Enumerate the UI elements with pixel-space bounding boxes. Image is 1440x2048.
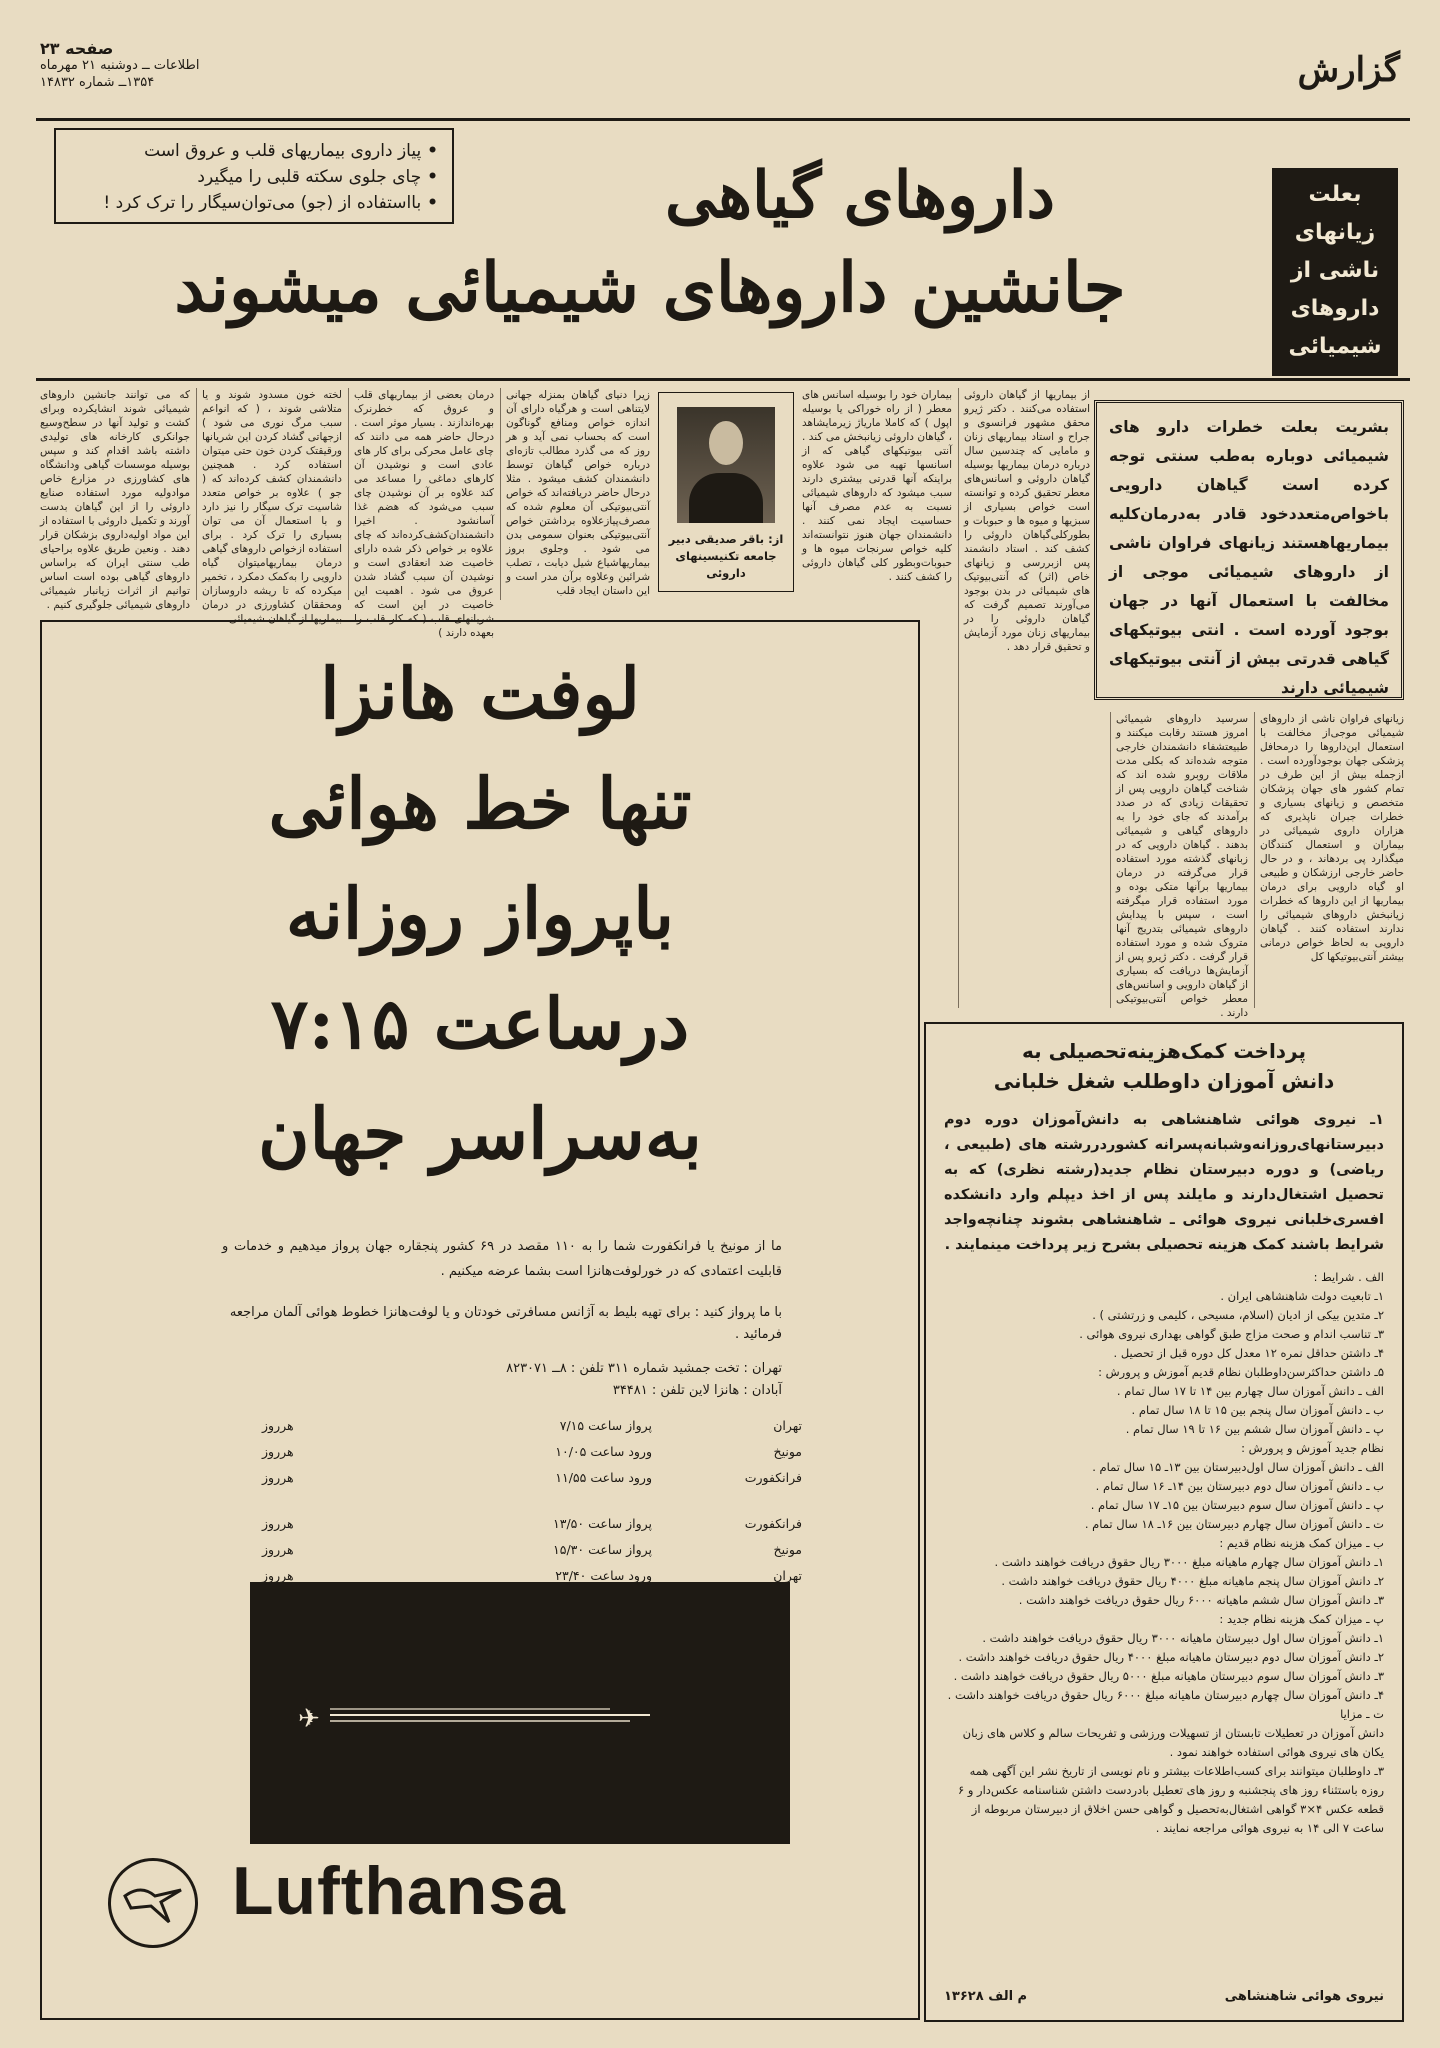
- schedule-days: هرروز: [262, 1567, 294, 1583]
- schedule-days: هرروز: [262, 1515, 294, 1531]
- schedule-time: ورود ساعت ۲۳/۴۰: [555, 1567, 652, 1583]
- lufthansa-wordmark: Lufthansa: [232, 1853, 566, 1929]
- kicker-line: زیانهای: [1294, 220, 1376, 245]
- notice-item: ۲ـ دانش آموزان سال پنجم ماهیانه مبلغ ۴۰۰۰ ریال حقوق دریافت خواهند داشت .: [1001, 1574, 1384, 1588]
- schedule-time: پرواز ساعت ۱۳/۵۰: [553, 1515, 652, 1531]
- schedule-city: تهران: [773, 1567, 802, 1583]
- notice-item: ۳ـ دانش آموزان سال ششم ماهیانه ۶۰۰۰ ریال حقوق دریافت خواهند داشت .: [1018, 1593, 1384, 1607]
- schedule-city: تهران: [773, 1417, 802, 1433]
- ad-contact-tehran: تهران : تخت جمشید شماره ۳۱۱ تلفن : ۸ــ ۸۲۳۰۷۱: [506, 1361, 782, 1376]
- notice-item: الف . شرایط :: [1313, 1270, 1384, 1284]
- notice-code: م الف ۱۳۶۲۸: [944, 1989, 1028, 2004]
- schedule-days: هرروز: [262, 1541, 294, 1557]
- page-number: صفحه ۲۳: [40, 39, 114, 58]
- kicker-line: داروهای: [1290, 296, 1380, 321]
- contrail: [330, 1720, 630, 1722]
- column-divider: [348, 388, 349, 600]
- notice-item: ۴ـ داشتن حداقل نمره ۱۲ معدل کل دوره قبل از تحصیل .: [1113, 1346, 1384, 1360]
- schedule-days: هرروز: [262, 1443, 294, 1459]
- ad-cta: با ما پرواز کنید : برای تهیه بلیط به آژانس مسافرتی خودتان و یا لوفت‌هانزا خطوط هوائی آلمان مراجعه فرمائید .: [229, 1305, 782, 1342]
- highlights-box: [54, 128, 454, 224]
- notice-item: الف ـ دانش آموزان سال چهارم بین ۱۴ تا ۱۷ سال تمام .: [1116, 1384, 1384, 1398]
- notice-item: ت ـ دانش آموزان سال چهارم دبیرستان بین ۱۶ـ ۱۸ سال تمام .: [1084, 1517, 1384, 1531]
- notice-item: ۱ـ دانش آموزان سال چهارم ماهیانه مبلغ ۳۰۰۰ ریال حقوق دریافت خواهند داشت .: [994, 1555, 1384, 1569]
- schedule-time: پرواز ساعت ۷/۱۵: [559, 1417, 652, 1433]
- article-column-2: لخته خون مسدود شوند و یا متلاشی شوند ، ( که انواعم سبب مرگ نوری می شود ) ازجهاتی گشاد کردن این شریانها ورقیقتک کردن خون حتی میتوان استفاده کرد . همچنین دانشمندان کشف کرده‌اند که ( جو ) علاوه بر خواص متعدد شاسیت ترک سیگار را نیز دارد و با استعمال آن می توان بسیاری را ترک کرد . برای استفاده ازخواص داروهای گیاهی درمان بیماریهامیتوان گیاه دارویی را به‌کمک دمکرد ، تخمیر میکرده که تا ریشه داروسازان ومحققان کشاورزی در درمان بیماریها از گیاهان شیمیائی: [202, 389, 342, 625]
- ad-contact-abadan: آبادان : هانزا لاین تلفن : ۳۴۴۸۱: [612, 1383, 782, 1398]
- kicker-line: شیمیائی: [1288, 334, 1382, 359]
- notice-items: [944, 1268, 1384, 1838]
- schedule-row: [262, 1464, 802, 1490]
- notice-item: ب ـ دانش آموزان سال دوم دبیرستان بین ۱۴ـ ۱۶ سال تمام .: [1095, 1479, 1384, 1493]
- notice-item: ب ـ میزان کمک هزینه نظام قدیم :: [1219, 1536, 1384, 1550]
- notice-item: پ ـ دانش آموزان سال ششم بین ۱۶ تا ۱۹ سال تمام .: [1125, 1422, 1384, 1436]
- crane-icon: [121, 1878, 185, 1928]
- column-divider: [1110, 712, 1111, 1008]
- author-photo-box: [658, 392, 794, 592]
- notice-item: ۱ـ دانش آموزان سال اول دبیرستان ماهیانه ۳۰۰۰ ریال حقوق دریافت خواهند داشت .: [982, 1631, 1384, 1645]
- issue-line-2: ۱۳۵۴ــ شماره ۱۴۸۳۲: [40, 75, 155, 90]
- notice-item: پ ـ میزان کمک هزینه نظام جدید :: [1219, 1612, 1384, 1626]
- notice-item: دانش آموزان در تعطیلات تابستان از تسهیلات ورزشی و تفریحات سالم و کلاس های زبان یکان های نیروی هوائی استفاده خواهند نمود .: [962, 1726, 1384, 1759]
- caption-line: از: باقر صدیقی دبیر: [668, 532, 784, 546]
- notice-item: ۳ـ تناسب اندام و صحت مزاج طبق گواهی بهداری نیروی هوائی .: [1079, 1327, 1384, 1341]
- schedule-city: فرانکفورت: [744, 1515, 802, 1531]
- flight-schedule: [262, 1412, 802, 1588]
- headline-line-2: جانشین داروهای شیمیائی میشوند: [174, 248, 1126, 328]
- column-divider: [196, 388, 197, 600]
- column-divider: [500, 388, 501, 600]
- notice-item: ۲ـ دانش آموزان سال دوم دبیرستان ماهیانه مبلغ ۴۰۰۰ ریال حقوق دریافت خواهند داشت .: [958, 1650, 1384, 1664]
- notice-item: ب ـ دانش آموزان سال پنجم بین ۱۵ تا ۱۸ سال تمام .: [1131, 1403, 1384, 1417]
- notice-intro: ۱ـ نیروی هوائی شاهنشاهی به دانش‌آموزان دوره دوم دبیرستانهای‌روزانه‌وشبانه‌پسرانه کشوردررشته های (طبیعی ، ریاضی) و دوره دبیرستان نظام جدید(رشته نظری) که به تحصیل اشتغال‌دارند و مایلند پس از اخذ دیپلم وارد دانشکده افسری‌خلبانی نیروی هوائی ـ شاهنشاهی بشوند چنانچه‌واجد شرایط باشند کمک هزینه تحصیلی بشرح زیر پرداخت مینمایند .: [944, 1112, 1384, 1253]
- photo-body: [689, 473, 763, 523]
- issue-line-1: اطلاعات ــ دوشنبه ۲۱ مهرماه: [40, 58, 200, 73]
- caption-line: جامعه تکنیسینهای: [675, 549, 777, 563]
- ad-headline-line: لوفت هانزا: [320, 652, 640, 735]
- airplane-icon: ✈: [298, 1704, 320, 1734]
- lower-column-right: زیانهای فراوان ناشی از داروهای شیمیائی موجی‌از مخالفت با استعمال این‌داروها را درمحافل پزشکی جهان بوجودآورده است . ازجمله بیش از این طرف در تمام کشور های جهان پزشکان متخصص و زیانهای بسیاری و خطرات جبران ناپذیری که هزاران داروی شیمیائی در بیماران و استعمال کنندگان میگذارد پی بردهاند ، و در حال حاضر خارجی ارزشکان و طبیعی او گیاه دارویی برای درمان بیماریها از این داروها که خطرات زیانبخش داروهای شیمیائی را ندارند استفاده کنند . گیاهان دارویی به لحاظ خواص درمانی بیشتر آنتی‌بیوتیکها کل: [1260, 713, 1404, 963]
- schedule-row: [262, 1536, 802, 1562]
- notice-title-line-1: پرداخت کمک‌هزینه‌تحصیلی به: [1021, 1039, 1307, 1063]
- headline-line-1: داروهای گیاهی: [664, 158, 1056, 233]
- ad-headline-line: به‌سراسر جهان: [258, 1092, 702, 1175]
- notice-item: پ ـ دانش آموزان سال سوم دبیرستان بین ۱۵ـ ۱۷ سال تمام .: [1090, 1498, 1384, 1512]
- lufthansa-ad: [40, 620, 920, 2020]
- photo-face: [709, 421, 743, 465]
- author-photo: [677, 407, 775, 523]
- schedule-row: [262, 1412, 802, 1438]
- headline-kicker-box: [1272, 168, 1398, 376]
- schedule-city: مونیخ: [773, 1541, 802, 1557]
- ad-night-sky-image: [250, 1582, 790, 1844]
- header-divider: [36, 118, 1410, 121]
- schedule-time: ورود ساعت ۱۱/۵۵: [555, 1469, 652, 1485]
- article-column-3: درمان بعضی از بیماریهای قلب و عروق که خطرنرک بهره‌اندازند . بسیار موثر است . درحال حاضر همه می دانند که چای عامل محرکی برای کار های عادی است و نوشیدن آن کارهای دماغی را مساعد می کند علاوه بر آن نوشیدن چای سبب می‌شود که هضم غذا آسانشود . اخیرا دانشمندان‌کشف‌کرده‌اند که چای علاوه بر خواص ذکر شده دارای خاصیت ضد انعقادی است و نوشیدن آن سبب گشاد شدن عروق می شود . اهمیت این خاصیت در این است که شریانهای قلب ( که کار قلب را بعهده دارند ): [354, 389, 494, 639]
- schedule-city: فرانکفورت: [744, 1469, 802, 1485]
- notice-signature: نیروی هوائی شاهنشاهی: [1224, 1989, 1384, 2004]
- contrail: [330, 1714, 650, 1716]
- column-divider: [1254, 712, 1255, 1008]
- headline-divider: [36, 378, 1410, 381]
- notice-item: ت ـ مزایا: [1340, 1707, 1384, 1721]
- highlight-item: • بااستفاده از (جو) می‌توان‌سیگار را ترک کرد !: [70, 190, 438, 216]
- lower-column-left: سرسید داروهای شیمیائی امروز هستند رقابت میکنند و طبیعتشفاء دانشمندان خارجی متوجه شده‌اند که بکلی مدت ملاقات روبرو شده اند که شناخت گیاهان دارویی پس از تحقیقات زیادی که در صدد برآمدند که جای خود را به داروهای گیاهی و شیمیائی بدهند . گیاهان دارویی که در زبانهای گذشته مورد استفاده قرار می‌گرفته در درمان بیماریها برآنها متکی بوده و مورد استفاده قرار میگرفته است ، سپس با پیدایش داروهای شیمیائی بتدریج آنها متروک شده و مورد استفاده قرار گرفت . دکتر ژیرو پس از آزمایش‌ها دریافت که بسیاری از گیاهان دارویی و اسانس‌های معطر خواص آنتی‌بیوتیکی دارند .: [1116, 713, 1248, 1019]
- photo-caption: [663, 531, 789, 582]
- notice-item: ۳ـ داوطلبان میتوانند برای کسب‌اطلاعات بیشتر و نام نویسی از تاریخ نشر این آگهی همه روزه باستثناء روز های پنجشنبه و روز های تعطیل بادردست داشتن شناسنامه عکس‌دار و ۶ قطعه عکس ۴×۳ گواهی اشتغال‌به‌تحصیل و گواهی حسن اخلاق از دبیرستان مربوطه از ساعت ۷ الی ۱۴ به نیروی هوائی مراجعه نمایند .: [958, 1764, 1384, 1835]
- ad-headline-line: درساعت ۷:۱۵: [270, 982, 690, 1065]
- article-column-5: بیماران خود را بوسیله اسانس های معطر ( از راه خوراکی یا بوسیله اپول ) که کاملا ماریاژ زیرمایشاهد ، گیاهان داروئی زیانبخش می کند . آنتی بیوتیکهای گیاهی که از اسانسها تهیه می شود علاوه براینکه آنها قدرتی بیشتری دارند سبب میشود که داروهای شیمیائی نسبت به عدم مصرف آنها حساسیت ایجاد نمی کنند . دانشمندان جهان هنوز نتوانسته‌اند کلیه خواص سرنجات میوه ها و حبوبات‌وبطور کلی گیاهان داروئی را کشف کنند .: [802, 389, 952, 583]
- ad-body-text: ما از مونیخ یا فرانکفورت شما را به ۱۱۰ مقصد در ۶۹ کشور پنجقاره جهان پرواز میدهیم و خدمات و قابلیت اعتمادی که در خورلوفت‌هانزا است بشما عرضه میکنیم .: [222, 1239, 782, 1279]
- notice-item: ۲ـ متدین بیکی از ادیان (اسلام، مسیحی ، کلیمی و زرتشتی ) .: [1092, 1308, 1384, 1322]
- schedule-days: هرروز: [262, 1469, 294, 1485]
- notice-item: ۴ـ دانش آموزان سال چهارم دبیرستان ماهیانه مبلغ ۶۰۰۰ ریال حقوق دریافت خواهند داشت .: [947, 1688, 1384, 1702]
- article-column-1: که می توانند جانشین داروهای شیمیائی شوند انشایکرده وبرای کشت و تولید آنها در سطح‌وسیع جوانکری کارخانه های تولیدی داشته باشد اقدام کند و سپس بوسیله موسسات گیاهی ودانشگاه های کشاورزی در مزارع خاص موادولیه مورد استفاده صنایع داروئی را از این گیاهان بدست آورند و تکمیل داروئی با استفاده از این مواد اولیه‌داروی بزشکان قرار دهند . ونعین طریق علاوه براحیای طب سنتی ایران که براساس داروهای گیاهی بوده است اساس توانیم از اثرات زیانبار شیمیائی داروهای شیمیائی جلوگیری کنیم .: [40, 389, 190, 611]
- notice-footer: [944, 1989, 1384, 2004]
- notice-title-line-2: دانش آموزان داوطلب شغل خلبانی: [993, 1069, 1335, 1093]
- notice-item: ۵ـ داشتن حداکثرسن‌داوطلبان نظام قدیم آموزش و پرورش :: [1098, 1365, 1384, 1379]
- notice-item: ۱ـ تابعیت دولت شاهنشاهی ایران .: [1220, 1289, 1384, 1303]
- summary-box: بشریت بعلت خطرات دارو های شیمیائی دوباره به‌طب سنتی توجه کرده است گیاهان دارویی باخواص‌متعدد‌خود قادر به‌درمان‌کلیه بیماریهاهستند زیانهای فراوان ناشی از داروهای شیمیائی موجی از مخالفت با استعمال آنها در جهان بوجود آورده است . انتی بیوتیکهای گیاهی قدرتی بیش از آنتی بیوتیکهای شیمیائی دارند: [1094, 400, 1404, 700]
- ad-headline-line: باپرواز روزانه: [285, 872, 675, 955]
- highlight-item: • چای جلوی سکته قلبی را میگیرد: [70, 164, 438, 190]
- schedule-time: ورود ساعت ۱۰/۰۵: [555, 1443, 652, 1459]
- kicker-line: ناشی از: [1290, 258, 1380, 283]
- ad-headline-line: تنها خط هوائی: [268, 762, 692, 845]
- contrail: [330, 1708, 610, 1710]
- caption-line: داروئی: [706, 566, 746, 580]
- schedule-row: [262, 1510, 802, 1536]
- notice-item: نظام جدید آموزش و پرورش :: [1241, 1441, 1384, 1455]
- schedule-time: پرواز ساعت ۱۵/۳۰: [553, 1541, 652, 1557]
- article-column-6: از بیماریها از گیاهان داروئی استفاده می‌کنند . دکتر ژیرو محقق مشهور فرانسوی و جراح و استاد بیماریهای زنان و مامایی که چندسین سال درباره درمان بیماریها بوسیله گیاهان داروئی و اسانس‌های معطر تحقیق کرده‌ و توانسته است خواص بسیاری از سبزیها و میوه ها و حبوبات و بطورکلی‌گیاهان داروئی را کشف کند . استاد دانشمند پس ازبررسی و زیانهای خاص (اثر) که آنتی‌بیوتیک های شیمیائی در بدن بوجود می‌آورند تصمیم گرفت که گیاهان داروئی را در بیماریهای زنان مورد آزمایش و تحقیق قرار دهد .: [964, 389, 1090, 653]
- section-title: گزارش: [1297, 50, 1400, 90]
- notice-item: ۳ـ دانش آموزان سال سوم دبیرستان ماهیانه مبلغ ۵۰۰۰ ریال حقوق دریافت خواهند داشت .: [953, 1669, 1384, 1683]
- schedule-days: هرروز: [262, 1417, 294, 1433]
- kicker-line: بعلت: [1308, 182, 1362, 207]
- notice-item: الف ـ دانش آموزان سال اول‌دبیرستان بین ۱۳ـ ۱۵ سال تمام .: [1092, 1460, 1384, 1474]
- column-divider: [958, 388, 959, 1008]
- highlight-item: • پیاز داروی بیماریهای قلب و عروق است: [70, 138, 438, 164]
- lufthansa-crane-logo-icon: [108, 1858, 198, 1948]
- schedule-city: مونیخ: [773, 1443, 802, 1459]
- schedule-row: [262, 1438, 802, 1464]
- scholarship-notice: [924, 1022, 1404, 2022]
- issue-info: [40, 40, 280, 91]
- article-column-4: زیرا دنیای گیاهان بمنزله جهانی لایتناهی است و هرگیاه دارای آن اندازه خواص ومنافع گوناگون است که بحساب نمی آید و هر روز که می گذرد مطالب تازه‌ای درباره خواص گیاهان توسط دانشمندان کشف میشود . مثلا درحال حاضر دریافته‌اند که خواص آنتی‌بیوتیکی آن معلوم شده که مصرف‌پیاز‌علاوه برداشتن خواص آنتی‌بیوتیکی بعنوان سمومی بدن می شود . وجلوی بروز بیماریهاشیاع شیل دیابت ، تصلب شرائین وعلاوه برآن مدر است و این داستان ایجاد قلب: [505, 389, 650, 597]
